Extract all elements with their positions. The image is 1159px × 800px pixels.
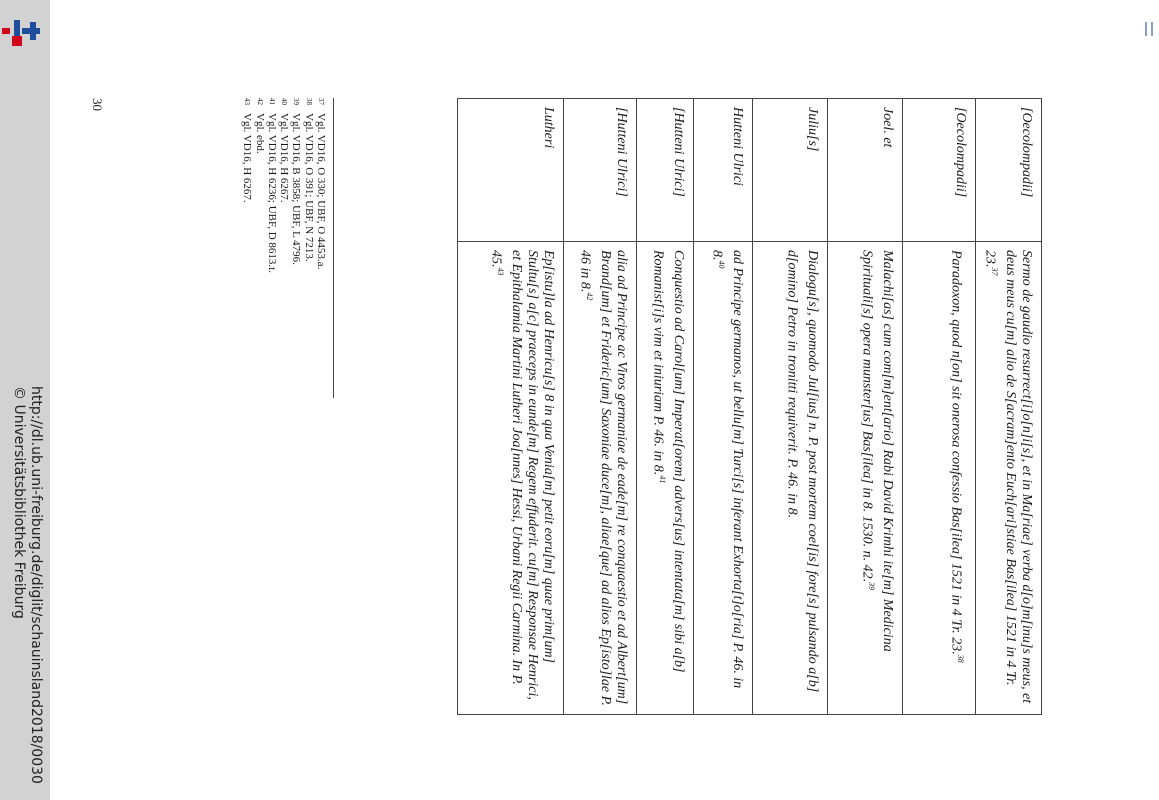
footnote-number: 41 (267, 98, 276, 105)
table-row (694, 99, 753, 715)
title-cell (976, 242, 1042, 715)
title-text: Malachi[as] cum com[m]ent[ario] Rabi David Krimhi ite[m] Medicina Spirituali[s] opera munster[us] Bas[ilea] in 8. 1530. n. 42. (859, 250, 896, 652)
footnote-text: Vgl. VD16, H 6267. (241, 113, 254, 203)
page-number: 30 (90, 98, 105, 111)
footnote-number: 37 (317, 98, 325, 105)
author-cell: [Oecolompadii] (976, 99, 1042, 242)
title-cell (637, 242, 694, 715)
footnote-text: Vgl. VD16, H 6267. (278, 113, 291, 203)
title-cell (828, 242, 903, 715)
title-text: Conquestio ad Carol[um] Imperat[orem] advers[us] intentata[m] sibi a[b] Romanist[i]s vim et iniuriam P. 46. in 8. (650, 250, 687, 673)
author-cell: Joel. et (828, 99, 903, 242)
author-cell: Hutteni Ulrici (694, 99, 753, 242)
title-cell (694, 242, 753, 715)
catalogue-table (457, 98, 1042, 715)
title-text: Sermo de gaudio resurrect[i]o[n]i[s], et in Ma[riae] verba d[o]m[inu]s meus, et deus meus cu[m] alio de S[acram]ento Euch[ari]stiae Bas[ilea] 1521 in 4 Tr. 23. (982, 250, 1034, 704)
footnote-ref: 42 (585, 292, 595, 301)
footnote-ref: 37 (990, 267, 999, 276)
footnote-number: 43 (243, 98, 252, 105)
footnote-number: 42 (255, 98, 264, 105)
title-cell (903, 242, 976, 715)
footnote-ref: 41 (658, 475, 668, 484)
footnote (278, 98, 290, 398)
document-page (82, 95, 1042, 715)
footnote-number: 40 (280, 98, 289, 105)
title-cell (458, 242, 564, 715)
copyright-notice: © Universitätsbibliothek Freiburg (11, 386, 27, 619)
source-url[interactable]: http://dl.ub.uni-freiburg.de/diglit/schauinsland2018/0030 (28, 386, 44, 784)
table-row (976, 99, 1042, 715)
footnote-number: 38 (304, 98, 313, 105)
title-text: Paradoxon, quod n[on] sit onerosa confessio Bas[ilea] 1521 in 4 Tr. 23. (948, 250, 964, 655)
footnote-number: 39 (292, 98, 301, 105)
footnote (253, 98, 265, 398)
footnote-ref: 39 (867, 582, 877, 591)
author-cell: Juliu[s] (753, 99, 828, 242)
footnote-text: Vgl. VD16, O 391; UBF, N 7213. (302, 113, 315, 262)
footnote-ref: 43 (496, 267, 506, 276)
table-row (637, 99, 694, 715)
title-text: Ep[istu]la ad Henricu[s] 8 in qua Venia[m] petit eoru[m] quae prim[um] Stultu[s] a[c] praeceps in eunde[m] Regem effuderit. cu[m] Responsae Henrici, et Epithalamia Martini Lutheri Joa[nnes] Hessi, Urbani Regii Carmina. In P. 45. (488, 250, 557, 700)
author-cell: [Oecolompadii] (903, 99, 976, 242)
footnote-ref: 40 (717, 260, 727, 269)
author-cell: Lutheri (458, 99, 564, 242)
footnote (266, 98, 278, 398)
footnote (241, 98, 253, 398)
author-cell: [Hutteni Ulrici] (637, 99, 694, 242)
title-cell (753, 242, 828, 715)
author-cell: [Hutteni Ulrici] (564, 99, 637, 242)
footnote (315, 98, 327, 398)
edge-marker (1145, 22, 1153, 36)
side-strip (0, 0, 50, 800)
table-row (564, 99, 637, 715)
footnote (302, 98, 314, 398)
university-logo-icon (0, 8, 44, 52)
footnote-text: Vgl. VD16, O 330; UBF, O 4453.a. (315, 113, 327, 270)
table-row (458, 99, 564, 715)
title-text: Dialogu[s], quomodo Jul[ius] n. P. post mortem coel[is] fore[s] pulsando a[b] d[omino] Petro in tronitti requiverit. P. 46. in 8. (784, 250, 821, 693)
footnote-ref: 38 (956, 654, 966, 663)
title-text: alia ad Principe ac Viros germaniae de eade[m] re conquaestio et ad Albert[um] Brand[um] et Frideric[um] Saxoniae duce[m], aliae[que] ad alios Ep[isto]lae P. 46 in 8. (577, 250, 630, 706)
footnote-text: Vgl. VD16, B 3858; UBF, L 4796. (290, 113, 303, 265)
table-row (828, 99, 903, 715)
title-text: ad Principe germanos, ut bellu[m] Turci[s] inferant Exhorta[t]o[ria] P. 46. in 8. (709, 250, 746, 689)
table-row (903, 99, 976, 715)
table-row (753, 99, 828, 715)
source-caption (10, 386, 44, 796)
footnote (290, 98, 302, 398)
footnote-text: Vgl. VD16, H 6236; UBF, D 8613.t. (265, 113, 278, 273)
footnote-text: Vgl. ebd. (253, 113, 266, 154)
footnotes (241, 98, 334, 398)
title-cell (564, 242, 637, 715)
